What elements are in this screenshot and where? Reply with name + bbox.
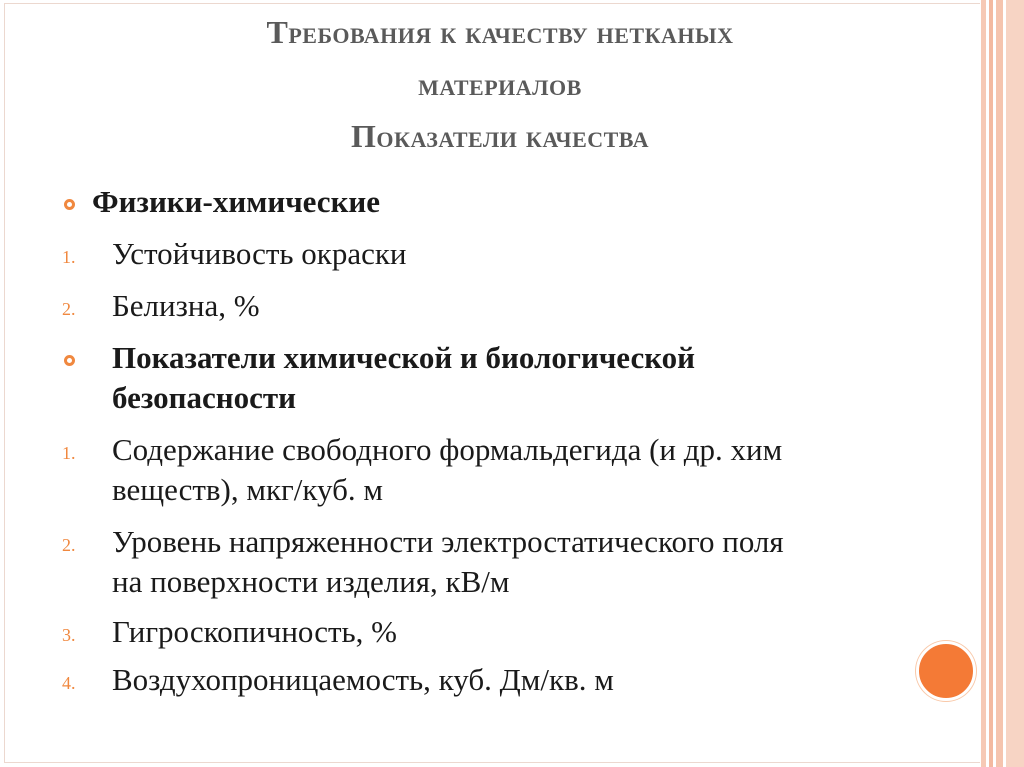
title-line-1: Требования к качеству нетканых xyxy=(266,14,734,50)
list-item-text: Гигроскопичность, % xyxy=(112,614,397,649)
stripe xyxy=(1006,0,1024,767)
list-number: 2. xyxy=(62,535,76,555)
stripe xyxy=(981,0,986,767)
slide-title xyxy=(60,6,940,162)
list-item-text: веществ), мкг/куб. м xyxy=(112,472,383,507)
list-item-text: Содержание свободного формальдегида (и др. хим xyxy=(112,432,783,467)
title-line-2: материалов xyxy=(418,66,582,102)
list-number: 1. xyxy=(62,443,76,463)
circle-bullet-icon xyxy=(64,355,75,366)
stripe xyxy=(989,0,993,767)
list-number: 1. xyxy=(62,247,76,267)
title-line-3: Показатели качества xyxy=(351,118,649,154)
decorative-stripes xyxy=(980,0,1024,767)
section-heading-text: Показатели химической и биологической xyxy=(112,340,696,375)
list-item-text: Белизна, % xyxy=(112,288,260,323)
list-item-text: на поверхности изделия, кВ/м xyxy=(112,564,510,599)
section-heading-text: безопасности xyxy=(112,380,296,415)
list-number: 4. xyxy=(62,673,76,693)
list-number: 2. xyxy=(62,299,76,319)
list-item-text: Устойчивость окраски xyxy=(112,236,407,271)
stripe xyxy=(996,0,1003,767)
section-heading-text: Физики-химические xyxy=(92,184,381,219)
list-number: 3. xyxy=(62,625,76,645)
decorative-circle-icon xyxy=(916,641,976,701)
circle-bullet-icon xyxy=(64,199,75,210)
list-item-text: Уровень напряженности электростатического поля xyxy=(112,524,784,559)
list-item-text: Воздухопроницаемость, куб. Дм/кв. м xyxy=(112,662,614,697)
